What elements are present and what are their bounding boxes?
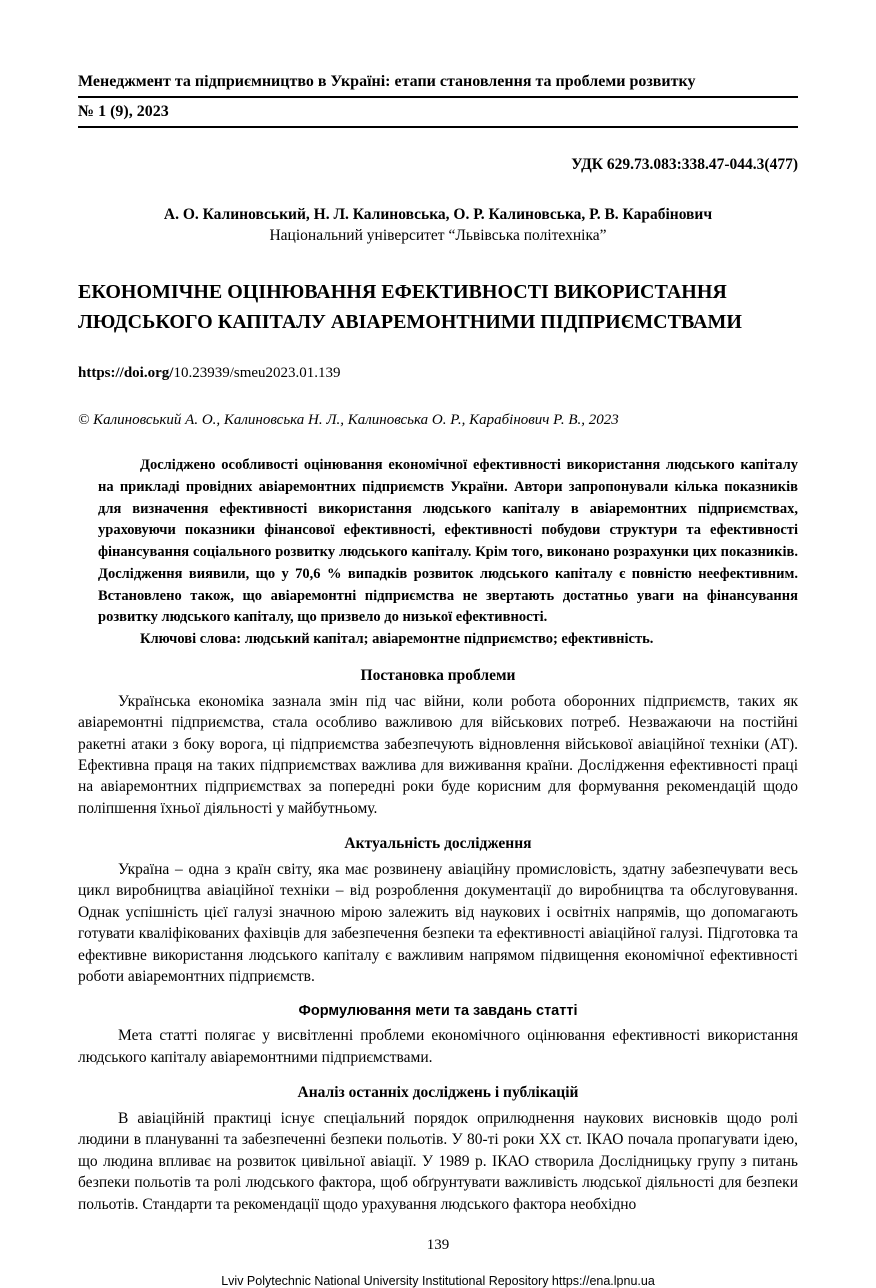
authors-line: А. О. Калиновський, Н. Л. Калиновська, О. Р. Калиновська, Р. В. Карабінович	[163, 206, 713, 223]
section-literature-review	[78, 1084, 798, 1215]
section-relevance	[78, 835, 798, 987]
copyright-line: © Калиновський А. О., Калиновська Н. Л., Калиновська О. Р., Карабінович Р. В., 2023	[78, 412, 619, 428]
keywords-line: Ключові слова: людський капітал; авіаремонтне підприємство; ефективність.	[140, 631, 654, 647]
section-goal	[78, 1003, 798, 1068]
section-paragraph: Мета статті полягає у висвітленні проблеми економічного оцінювання ефективності використання людського капіталу авіаремонтними підприємствами.	[78, 1027, 798, 1066]
affiliation-line: Національний університет “Львівська політехніка”	[269, 227, 607, 244]
section-heading-goal: Формулювання мети та завдань статті	[298, 1003, 578, 1020]
journal-running-title: Менеджмент та підприємництво в Україні: етапи становлення та проблеми розвитку	[78, 72, 798, 98]
doi-prefix: https://doi.org/	[78, 365, 174, 381]
page-number: 139	[426, 1236, 450, 1253]
repository-footer: Lviv Polytechnic National University Institutional Repository https://ena.lpnu.ua	[221, 1273, 655, 1288]
journal-header	[78, 72, 798, 128]
section-heading-relevance: Актуальність дослідження	[344, 835, 532, 852]
section-problem-statement	[78, 667, 798, 819]
journal-issue: № 1 (9), 2023	[78, 98, 798, 128]
section-paragraph: В авіаційній практиці існує спеціальний порядок оприлюднення наукових висновків щодо ролі людини в плануванні та забезпеченні безпеки польотів. У 80-ті роки ХХ ст. ІКАО почала пропагувати ідею, що людина впливає на розвиток цивільної авіації. У 1989 р. ІКАО створила Дослідницьку групу з питань безпеки польотів та ролі людського фактора, щоб обґрунтувати важливість людської діяльності для безпеки польотів. Стандарти та рекомендації щодо урахування людського фактора необхідно	[78, 1110, 798, 1213]
doi-link[interactable]	[78, 365, 798, 382]
section-paragraph: Українська економіка зазнала змін під час війни, коли робота оборонних підприємств, таких як авіаремонтні підприємства, стала особливо важливою для військових потреб. Незважаючи на постійні ракетні атаки з боку ворога, ці підприємства забезпечують відновлення військової авіаційної техніки (АТ). Ефективна праця на таких підприємствах важлива для виживання країни. Дослідження ефективності праці на авіаремонтних підприємствах за попередні роки буде корисним для формування рекомендацій щодо поліпшення їхньої діяльності у майбутньому.	[78, 692, 798, 817]
section-paragraph: Україна – одна з країн світу, яка має розвинену авіаційну промисловість, здатну забезпечувати весь цикл виробництва авіаційної техніки – від розроблення документації до виробництва та обслуговування. Однак успішність цієї галузі значною мірою залежить від наукових і освітніх напрямів, що допомагають готувати кваліфікованих фахівців для забезпечення безпеки та ефективності авіаційної галузі. Підготовка та ефективне використання людського капіталу є важливим напрямом підвищення економічної ефективності роботи авіаремонтних підприємств.	[78, 861, 798, 985]
abstract-text: Досліджено особливості оцінювання економічної ефективності використання людського капіталу на прикладі провідних авіаремонтних підприємств України. Автори запропонували кілька показників для визначення ефективності використання людського капіталу в авіаремонтних підприємствах, ураховуючи показники фінансової ефективності, ефективності побудови структури та ефективності фінансування соціального розвитку людського капіталу. Крім того, виконано розрахунки цих показників. Дослідження виявили, що у 70,6 % випадків розвиток людського капіталу є повністю неефективним. Встановлено також, що авіаремонтні підприємства не звертають достатньо уваги на фінансування розвитку людського капіталу, що призвело до низької ефективності.	[98, 457, 798, 626]
abstract-block	[98, 455, 798, 651]
udk-code: УДК 629.73.083:338.47-044.3(477)	[571, 156, 798, 173]
article-title: ЕКОНОМІЧНЕ ОЦІНЮВАННЯ ЕФЕКТИВНОСТІ ВИКОРИСТАННЯ ЛЮДСЬКОГО КАПІТАЛУ АВІАРЕМОНТНИМИ ПІДПРИЄМСТВАМИ	[78, 281, 742, 333]
section-heading-literature-review: Аналіз останніх досліджень і публікацій	[297, 1084, 579, 1101]
section-heading-problem-statement: Постановка проблеми	[360, 666, 516, 684]
doi-suffix: 10.23939/smeu2023.01.139	[173, 365, 341, 381]
